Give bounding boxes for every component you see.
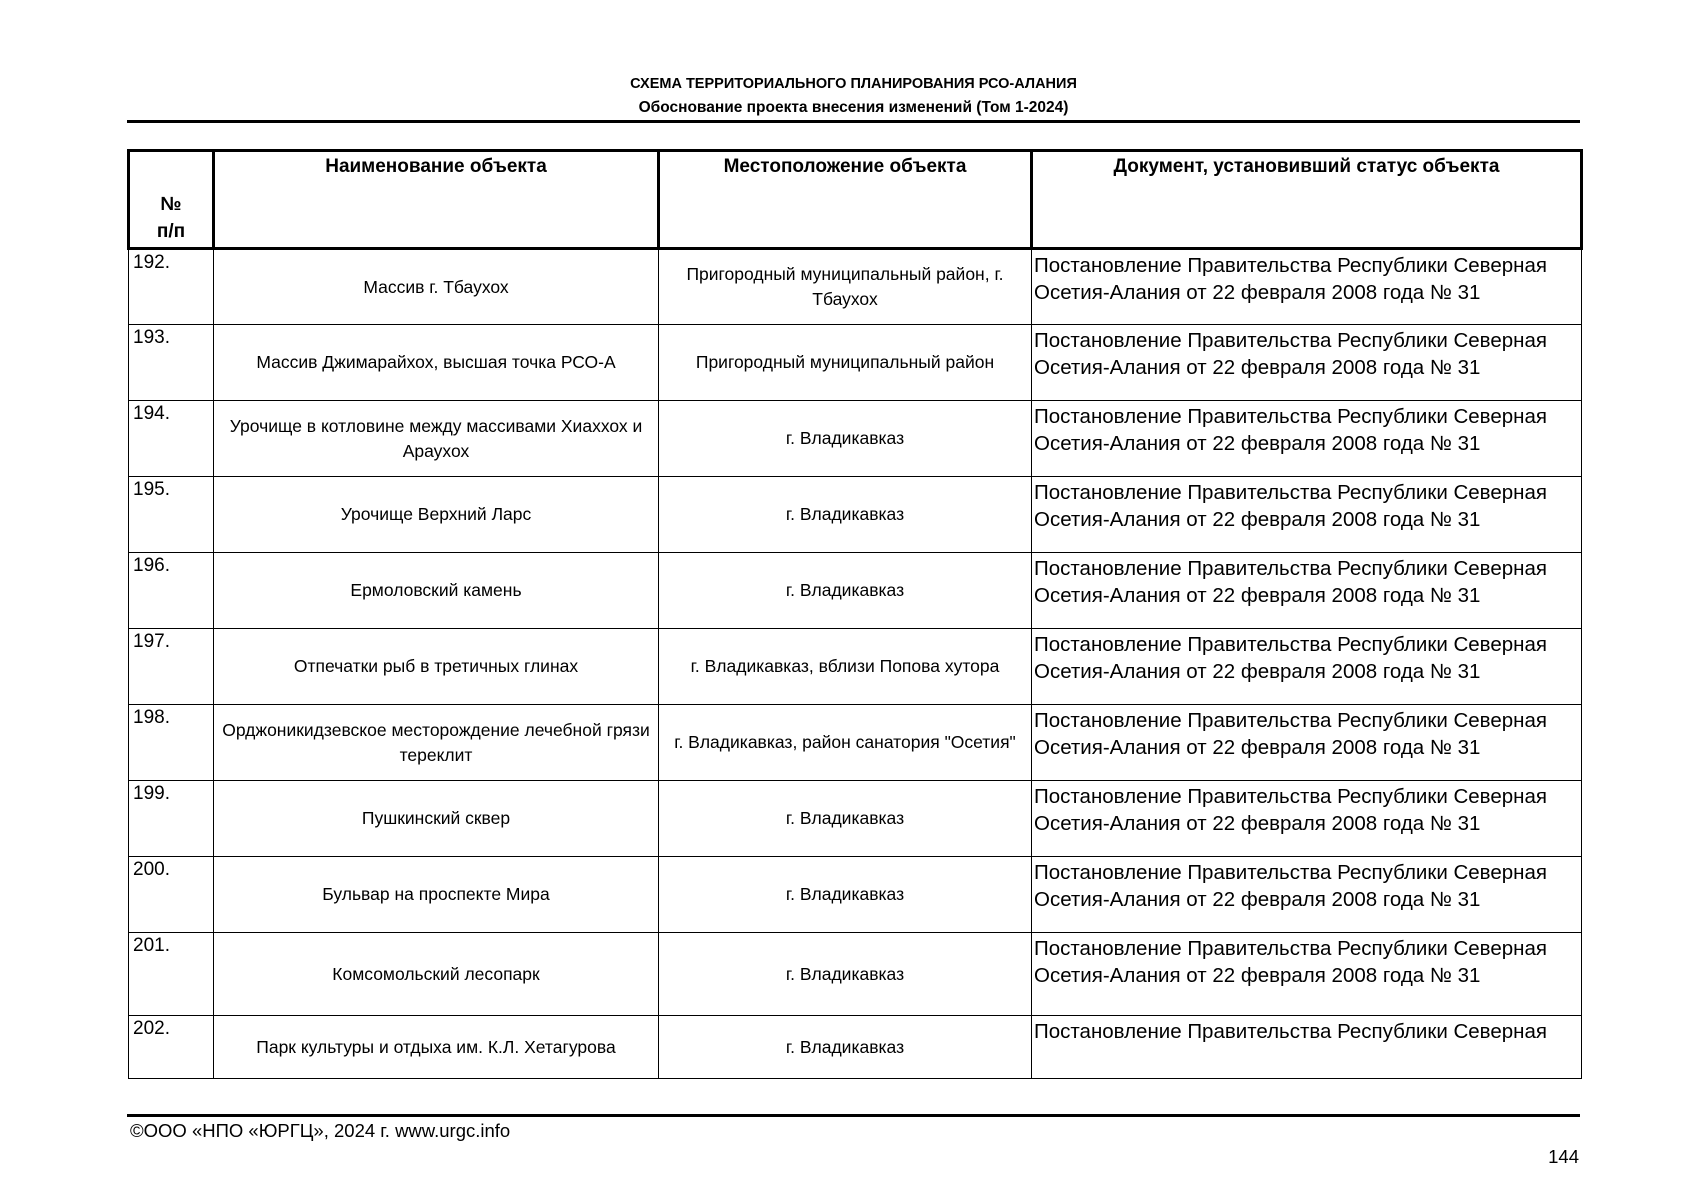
table-row (129, 325, 1582, 401)
status-document: Постановление Правительства Республики Северная Осетия-Алания от 22 февраля 2008 года № 31 (1032, 401, 1582, 477)
status-document: Постановление Правительства Республики Северная Осетия-Алания от 22 февраля 2008 года № 31 (1032, 705, 1582, 781)
table-row (129, 249, 1582, 325)
object-location: г. Владикавказ (659, 857, 1032, 933)
object-name: Пушкинский сквер (214, 781, 659, 857)
header-rule (127, 120, 1580, 123)
objects-table (127, 149, 1583, 1079)
document-subtitle: Обоснование проекта внесения изменений (Том 1-2024) (638, 99, 1069, 116)
table-row (129, 705, 1582, 781)
row-number: 201. (129, 933, 214, 1016)
row-number: 193. (129, 325, 214, 401)
column-header-location: Местоположение объекта (659, 151, 1032, 249)
row-number: 194. (129, 401, 214, 477)
column-header-number-line1: № (160, 194, 182, 215)
row-number: 199. (129, 781, 214, 857)
object-name: Массив Джимарайхох, высшая точка РСО-А (214, 325, 659, 401)
status-document: Постановление Правительства Республики Северная Осетия-Алания от 22 февраля 2008 года № 31 (1032, 857, 1582, 933)
table-row (129, 857, 1582, 933)
table-row (129, 401, 1582, 477)
object-location: г. Владикавказ (659, 553, 1032, 629)
document-header (127, 73, 1580, 119)
object-name: Отпечатки рыб в третичных глинах (214, 629, 659, 705)
object-name: Урочище Верхний Ларс (214, 477, 659, 553)
row-number: 192. (129, 249, 214, 325)
object-name: Ермоловский камень (214, 553, 659, 629)
status-document: Постановление Правительства Республики Северная Осетия-Алания от 22 февраля 2008 года № 31 (1032, 325, 1582, 401)
footer-copyright: ©ООО «НПО «ЮРГЦ», 2024 г. www.urgc.info (130, 1120, 511, 1141)
table-row (129, 781, 1582, 857)
status-document: Постановление Правительства Республики Северная Осетия-Алания от 22 февраля 2008 года № 31 (1032, 553, 1582, 629)
object-name: Бульвар на проспекте Мира (214, 857, 659, 933)
row-number: 196. (129, 553, 214, 629)
status-document: Постановление Правительства Республики Северная Осетия-Алания от 22 февраля 2008 года № 31 (1032, 477, 1582, 553)
page-number: 144 (1548, 1146, 1579, 1167)
table-row (129, 477, 1582, 553)
row-number: 202. (129, 1016, 214, 1079)
row-number: 198. (129, 705, 214, 781)
object-location: Пригородный муниципальный район (659, 325, 1032, 401)
table-header-row (129, 151, 1582, 249)
object-name: Комсомольский лесопарк (214, 933, 659, 1016)
row-number: 200. (129, 857, 214, 933)
object-location: г. Владикавказ (659, 781, 1032, 857)
object-name: Массив г. Тбаухох (214, 249, 659, 325)
row-number: 195. (129, 477, 214, 553)
object-location: г. Владикавказ (659, 933, 1032, 1016)
column-header-document: Документ, установивший статус объекта (1032, 151, 1582, 249)
status-document: Постановление Правительства Республики Северная Осетия-Алания от 22 февраля 2008 года № 31 (1032, 249, 1582, 325)
row-number: 197. (129, 629, 214, 705)
status-document: Постановление Правительства Республики Северная Осетия-Алания от 22 февраля 2008 года № 31 (1032, 933, 1582, 1016)
object-location: г. Владикавказ (659, 1016, 1032, 1079)
status-document: Постановление Правительства Республики Северная Осетия-Алания от 22 февраля 2008 года № 31 (1032, 781, 1582, 857)
object-location: г. Владикавказ (659, 401, 1032, 477)
document-title: СХЕМА ТЕРРИТОРИАЛЬНОГО ПЛАНИРОВАНИЯ РСО-АЛАНИЯ (630, 76, 1077, 92)
column-header-number-line2: п/п (156, 221, 186, 242)
table-row (129, 933, 1582, 1016)
object-name: Урочище в котловине между массивами Хиаххох и Араухох (214, 401, 659, 477)
object-location: г. Владикавказ (659, 477, 1032, 553)
object-location: Пригородный муниципальный район, г. Тбаухох (659, 249, 1032, 325)
object-location: г. Владикавказ, вблизи Попова хутора (659, 629, 1032, 705)
status-document: Постановление Правительства Республики Северная Осетия-Алания от 22 февраля 2008 года № 31 (1032, 629, 1582, 705)
object-name: Орджоникидзевское месторождение лечебной грязи тереклит (214, 705, 659, 781)
table-row (129, 629, 1582, 705)
footer-rule (127, 1114, 1580, 1117)
column-header-name: Наименование объекта (214, 151, 659, 249)
object-location: г. Владикавказ, район санатория "Осетия" (659, 705, 1032, 781)
object-name: Парк культуры и отдыха им. К.Л. Хетагурова (214, 1016, 659, 1079)
status-document: Постановление Правительства Республики Северная (1032, 1016, 1582, 1079)
column-header-number (129, 151, 214, 249)
table-row (129, 553, 1582, 629)
table-row (129, 1016, 1582, 1079)
